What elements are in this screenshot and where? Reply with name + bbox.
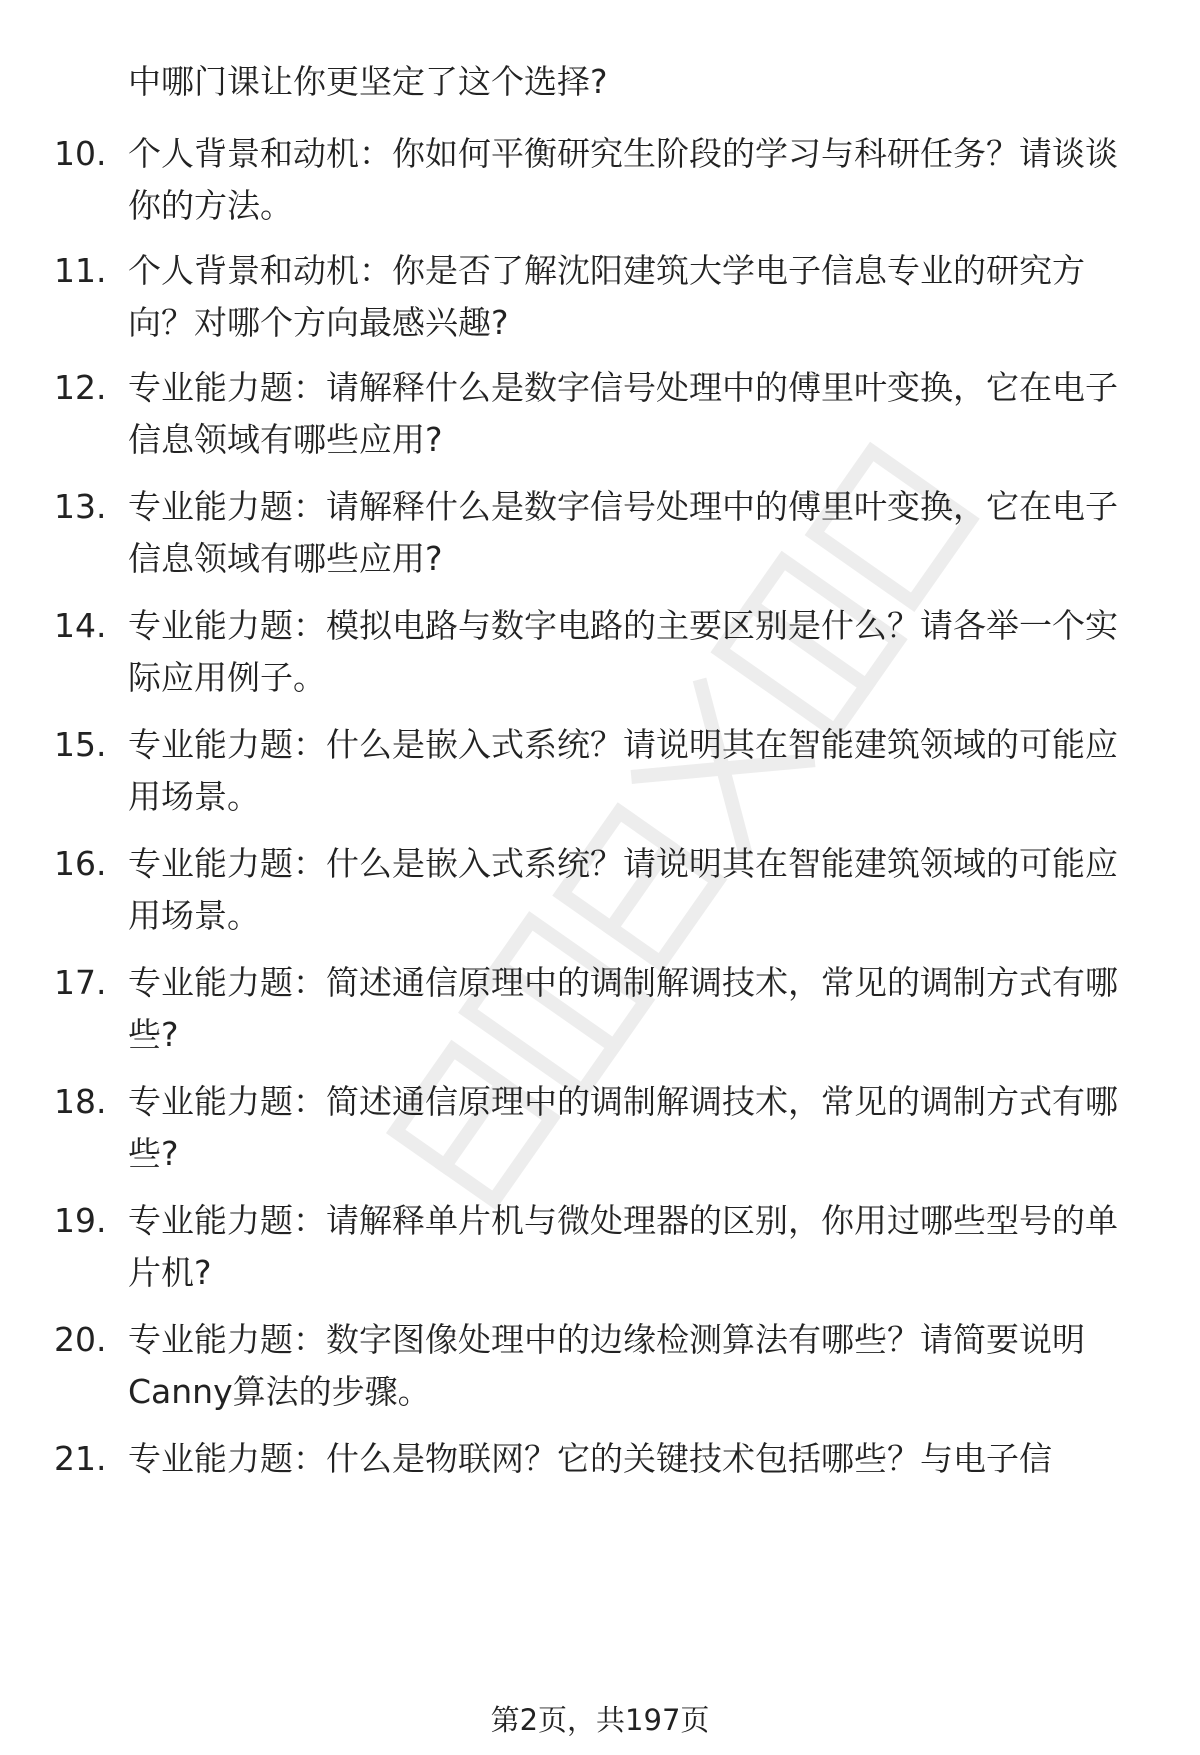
- question-text: 专业能力题：简述通信原理中的调制解调技术，常见的调制方式有哪些?: [128, 963, 1118, 1054]
- question-text: 专业能力题：请解释什么是数字信号处理中的傅里叶变换，它在电子信息领域有哪些应用?: [128, 368, 1118, 459]
- question-text: 专业能力题：什么是嵌入式系统？请说明其在智能建筑领域的可能应用场景。: [128, 725, 1118, 816]
- question-number: 20.: [54, 1320, 107, 1359]
- continued-question-text: 中哪门课让你更坚定了这个选择?: [128, 62, 608, 101]
- question-number: 13.: [54, 487, 107, 526]
- question-text: 个人背景和动机：你如何平衡研究生阶段的学习与科研任务？请谈谈你的方法。: [128, 134, 1118, 225]
- question-text: 个人背景和动机：你是否了解沈阳建筑大学电子信息专业的研究方向？对哪个方向最感兴趣?: [128, 251, 1085, 342]
- question-text: 专业能力题：模拟电路与数字电路的主要区别是什么？请各举一个实际应用例子。: [128, 606, 1118, 697]
- question-text: 专业能力题：请解释什么是数字信号处理中的傅里叶变换，它在电子信息领域有哪些应用?: [128, 487, 1118, 578]
- question-number: 10.: [54, 134, 107, 173]
- question-text: 专业能力题：什么是嵌入式系统？请说明其在智能建筑领域的可能应用场景。: [128, 844, 1118, 935]
- question-text: 专业能力题：简述通信原理中的调制解调技术，常见的调制方式有哪些?: [128, 1082, 1118, 1173]
- question-number: 17.: [54, 963, 107, 1002]
- question-text: 专业能力题：请解释单片机与微处理器的区别，你用过哪些型号的单片机?: [128, 1201, 1118, 1292]
- question-number: 19.: [54, 1201, 107, 1240]
- question-number: 14.: [54, 606, 107, 645]
- question-text: 专业能力题：什么是物联网？它的关键技术包括哪些？与电子信: [128, 1439, 1052, 1478]
- question-number: 21.: [54, 1439, 107, 1478]
- question-number: 12.: [54, 368, 107, 407]
- question-text: 专业能力题：数字图像处理中的边缘检测算法有哪些？请简要说明Canny算法的步骤。: [128, 1320, 1085, 1411]
- question-number: 18.: [54, 1082, 107, 1121]
- question-number: 16.: [54, 844, 107, 883]
- question-number: 15.: [54, 725, 107, 764]
- page-footer: 第2页，共197页: [490, 1703, 710, 1737]
- question-number: 11.: [54, 251, 107, 290]
